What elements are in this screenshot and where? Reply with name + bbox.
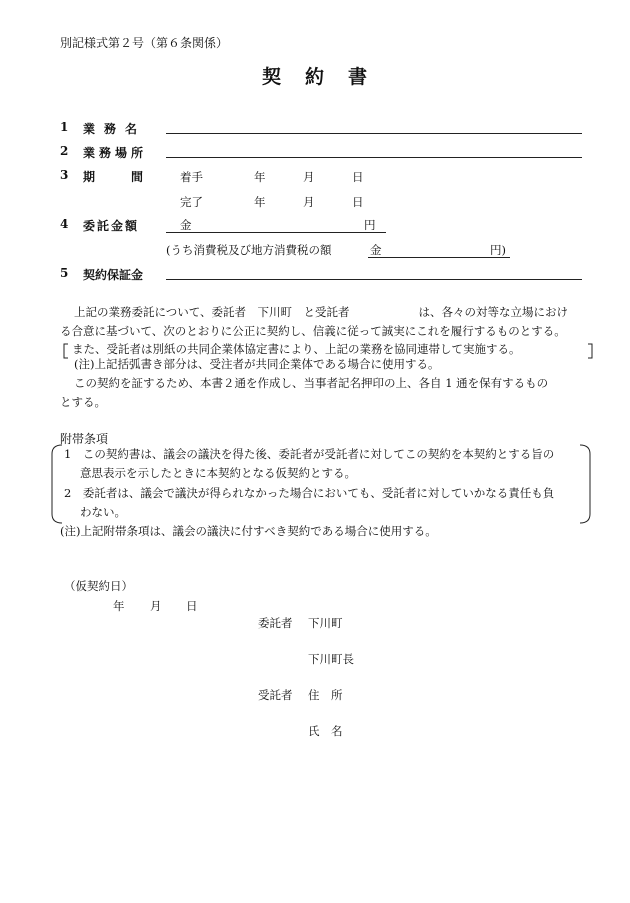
body-p1-line1: 上記の業務委託について、委託者 下川町 と受託者 は、各々の対等な立場におけ [74,305,569,319]
date-month: 月 [150,599,162,613]
consignee-label: 受託者 [258,688,293,702]
body-note1: (注)上記括弧書き部分は、受注者が共同企業体である場合に使用する。 [74,357,440,371]
item5-line [166,279,582,280]
item5-label: 契約保証金 [83,268,144,282]
period-end-label: 完了 [180,195,203,209]
provisional-date-label: （仮契約日） [64,579,133,593]
body-p1-line3: また、受託者は別紙の共同企業体協定書により、上記の業務を協同連帯して実施する。 [72,342,521,356]
period-start-month: 月 [303,170,315,184]
item1-number: 1 [60,120,69,134]
form-label: 別記様式第２号（第６条関係） [60,36,229,50]
item3-label: 期間 [83,170,180,184]
left-bracket-icon [62,343,70,359]
date-day: 日 [186,599,198,613]
item4-label: 委託金額 [83,219,140,233]
consignor-name: 下川町 [308,616,343,630]
tax-yen: 円) [490,243,506,257]
supplement-right-brace-icon [578,444,592,524]
period-start-year: 年 [254,170,266,184]
period-end-month: 月 [303,195,315,209]
item2-label: 業務場所 [83,146,148,160]
consignee-name-label: 氏 名 [308,724,343,738]
period-end-day: 日 [352,195,364,209]
date-year: 年 [113,599,125,613]
item1-line [166,133,582,134]
supplement-heading: 附帯条項 [60,432,109,446]
body-p2-line1: この契約を証するため、本書２通を作成し、当事者記名押印の上、各自 1 通を保有するもの [74,376,549,390]
body-p2-line2: とする。 [60,395,106,409]
item2-number: 2 [60,144,69,158]
body-p1-line2: る合意に基づいて、次のとおりに公正に契約し、信義に従って誠実にこれを履行するものとする。 [60,324,566,338]
right-bracket-icon [586,343,594,359]
item3-number: 3 [60,168,69,182]
fee-line [166,232,386,233]
supplement-left-brace-icon [50,444,64,524]
clause1-line2: 意思表示を示したときに本契約となる仮契約とする。 [80,466,356,480]
document-title: 契約書 [262,66,392,88]
tax-line [368,257,510,258]
tax-kin: 金 [370,243,382,257]
tax-note: (うち消費税及び地方消費税の額 [166,243,332,257]
item2-line [166,157,582,158]
fee-kin: 金 [180,218,192,232]
fee-yen: 円 [364,218,376,232]
consignor-mayor: 下川町長 [308,652,354,666]
item4-number: 4 [60,217,69,231]
item1-label: 業務名 [83,122,147,136]
clause2-line2: わない。 [80,505,126,519]
consignor-label: 委託者 [258,616,293,630]
consignee-address-label: 住 所 [308,688,343,702]
supplement-note: (注)上記附帯条項は、議会の議決に付すべき契約である場合に使用する。 [60,524,437,538]
period-end-year: 年 [254,195,266,209]
clause2-line1: 2 委託者は、議会で議決が得られなかった場合においても、受託者に対していかなる責任も負 [64,486,555,500]
period-start-day: 日 [352,170,364,184]
period-start-label: 着手 [180,170,203,184]
clause1-line1: 1 この契約書は、議会の議決を得た後、委託者が受託者に対してこの契約を本契約とする旨の [64,447,555,461]
item5-number: 5 [60,266,69,280]
